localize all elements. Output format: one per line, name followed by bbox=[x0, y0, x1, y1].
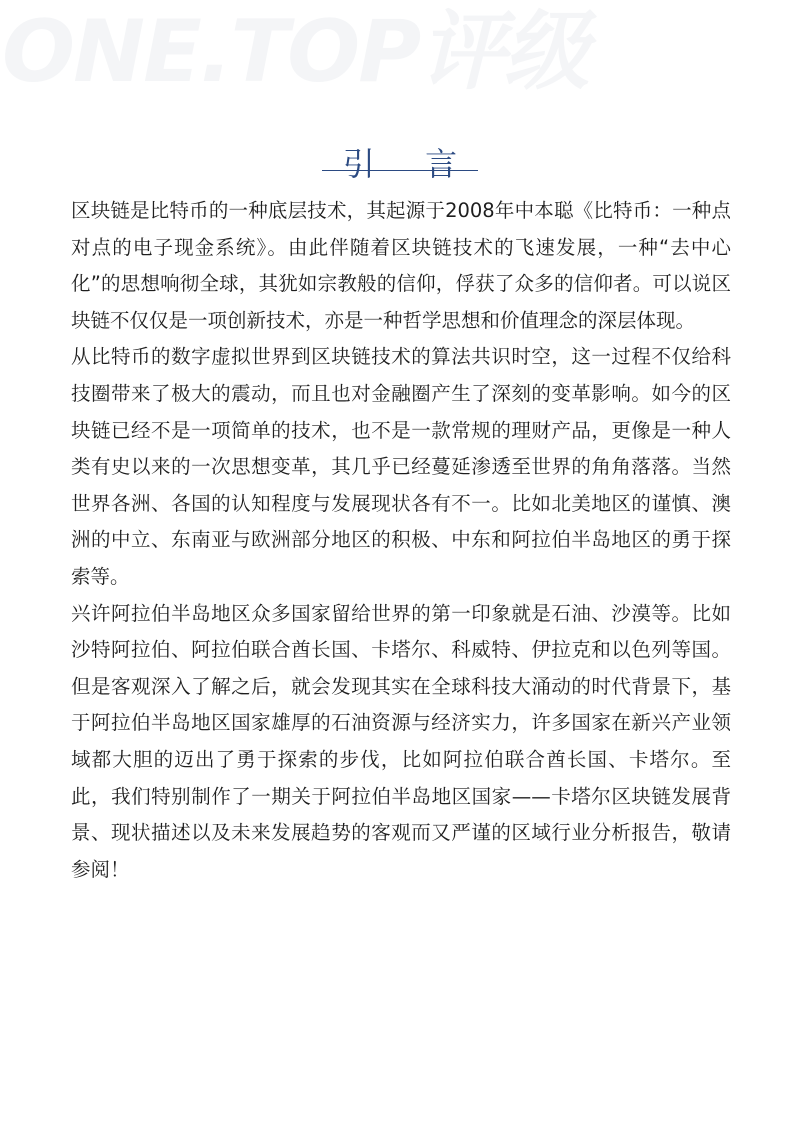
body-text bbox=[71, 193, 731, 888]
paragraph-2: 从比特币的数字虚拟世界到区块链技术的算法共识时空，这一过程不仅给科技圈带来了极大的震动，而且也对金融圈产生了深刻的变革影响。如今的区块链已经不是一项简单的技术，也不是一款常规的理财产品，更像是一种人类有史以来的一次思想变革，其几乎已经蔓延渗透至世界的角角落落。当然世界各洲、各国的认知程度与发展现状各有不一。比如北美地区的谨慎、澳洲的中立、东南亚与欧洲部分地区的积极、中东和阿拉伯半岛地区的勇于探索等。 bbox=[71, 345, 731, 588]
paragraph-3: 兴许阿拉伯半岛地区众多国家留给世界的第一印象就是石油、沙漠等。比如沙特阿拉伯、阿拉伯联合酋长国、卡塔尔、科威特、伊拉克和以色列等国。但是客观深入了解之后，就会发现其实在全球科技大涌动的时代背景下，基于阿拉伯半岛地区国家雄厚的石油资源与经济实力，许多国家在新兴产业领域都大胆的迈出了勇于探索的步伐，比如阿拉伯联合酋长国、卡塔尔。至此，我们特别制作了一期关于阿拉伯半岛地区国家——卡塔尔区块链发展背景、现状描述以及未来发展趋势的客观而又严谨的区域行业分析报告，敬请参阅！ bbox=[71, 601, 731, 881]
paragraph-1: 区块链是比特币的一种底层技术，其起源于2008年中本聪《比特币：一种点对点的电子现金系统》。由此伴随着区块链技术的飞速发展，一种“去中心化”的思想响彻全球，其犹如宗教般的信仰，俘获了众多的信仰者。可以说区块链不仅仅是一项创新技术，亦是一种哲学思想和价值理念的深层体现。 bbox=[71, 199, 731, 332]
header-logo-watermark: ONE.TOP评级 bbox=[2, 2, 588, 102]
title-underline bbox=[322, 170, 478, 171]
page-title: 引 言 bbox=[342, 145, 478, 184]
